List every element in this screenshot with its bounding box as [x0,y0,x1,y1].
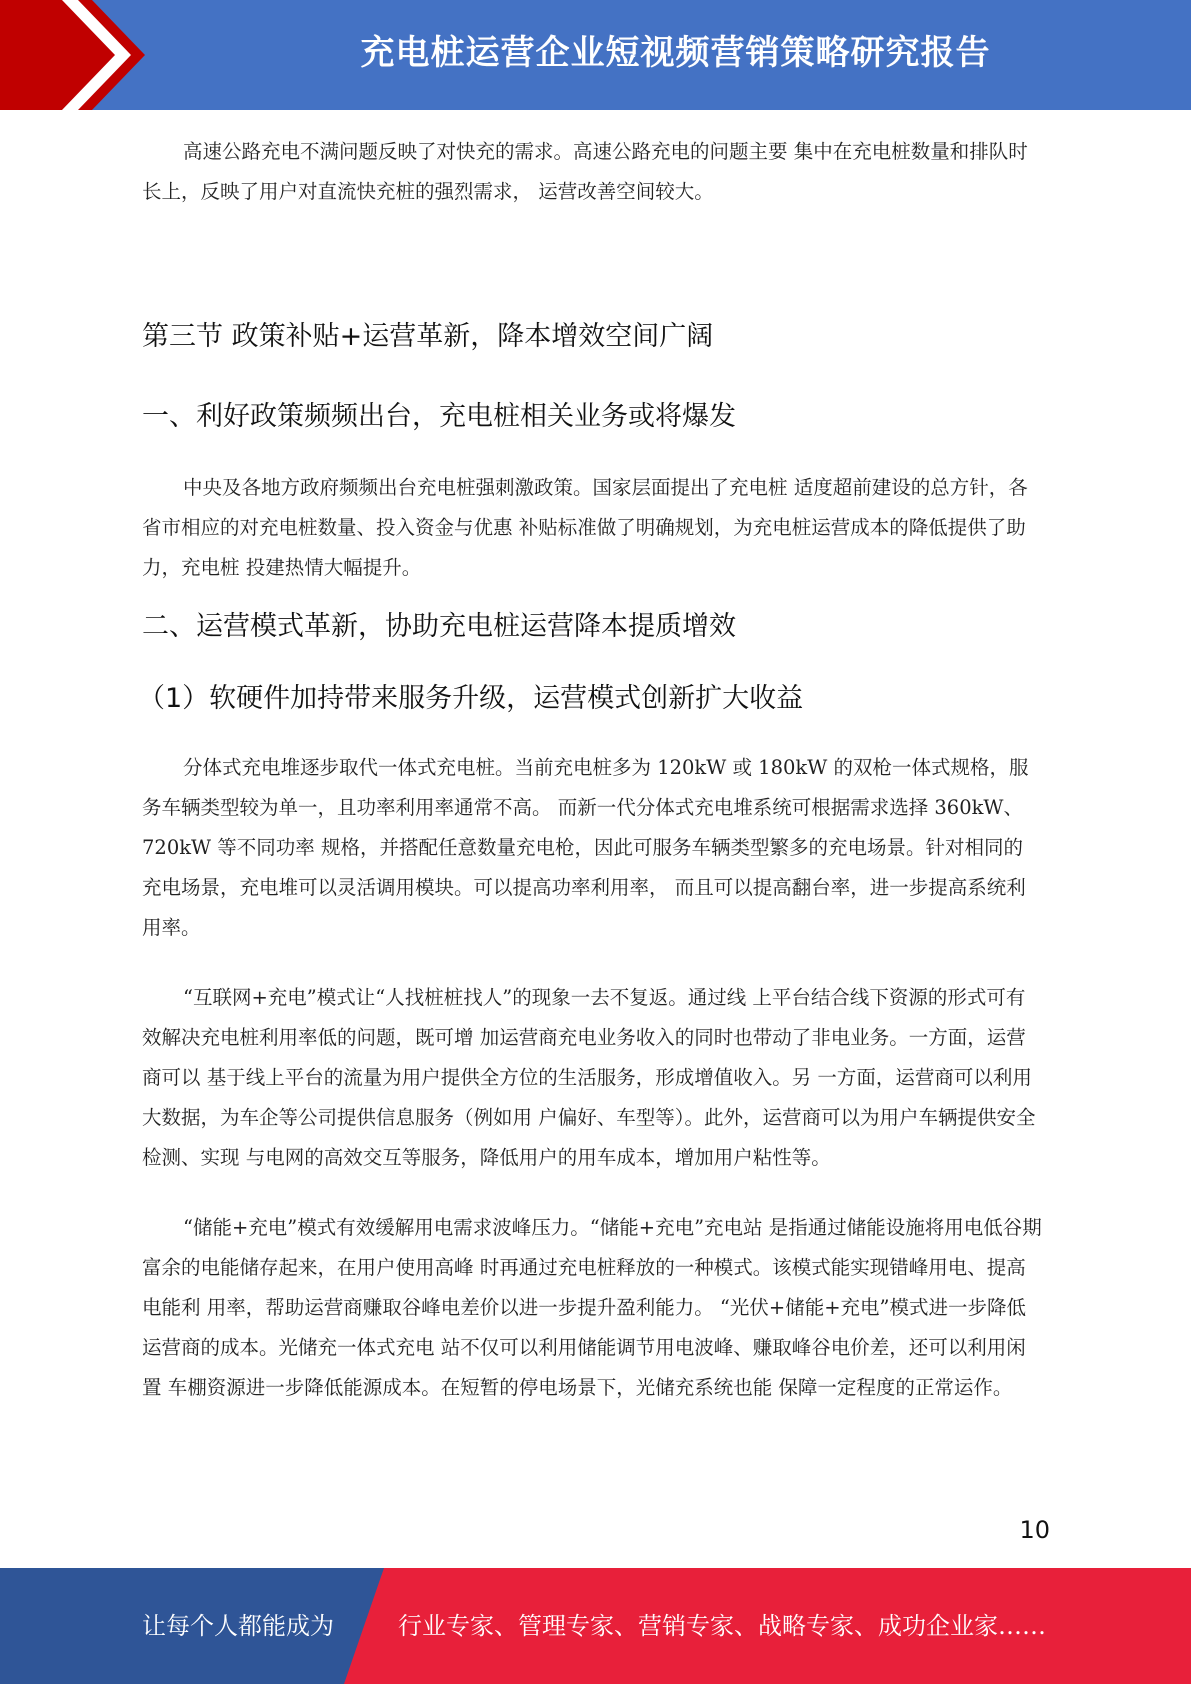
page-footer [0,1568,1191,1684]
header-arrow-decoration [0,0,160,110]
paragraph-policy: 中央及各地方政府频频出台充电桩强刺激政策。国家层面提出了充电桩 适度超前建设的总方针，各省市相应的对充电桩数量、投入资金与优惠 补贴标准做了明确规划，为充电桩运营成本的降低提供了助力，充电桩 投建热情大幅提升。 [142,476,1028,579]
footer-slogan-left: 让每个人都能成为 [142,1612,334,1640]
page-header [0,0,1191,110]
paragraph-storage-charging: “储能+充电”模式有效缓解用电需求波峰压力。“储能+充电”充电站 是指通过储能设施将用电低谷期富余的电能储存起来，在用户使用高峰 时再通过充电桩释放的一种模式。该模式能实现错峰用电、提高电能利 用率，帮助运营商赚取谷峰电差价以进一步提升盈利能力。 “光伏+储能+充电”模式进一步降低运营商的成本。光储充一体式充电 站不仅可以利用储能调节用电波峰、赚取峰谷电价差，还可以利用闲置 车棚资源进一步降低能源成本。在短暂的停电场景下，光储充系统也能 保障一定程度的正常运作。 [142,1216,1042,1399]
heading-operation-model: 二、运营模式革新，协助充电桩运营降本提质增效 [142,611,736,642]
subheading-service-upgrade: （1）软硬件加持带来服务升级，运营模式创新扩大收益 [138,683,804,714]
report-title: 充电桩运营企业短视频营销策略研究报告 [360,33,991,73]
page-number: 10 [1019,1516,1050,1544]
paragraph-split-charging-pile: 分体式充电堆逐步取代一体式充电桩。当前充电桩多为 120kW 或 180kW 的双枪一体式规格，服务车辆类型较为单一，且功率利用率通常不高。 而新一代分体式充电堆系统可根据需求选择 360kW、720kW 等不同功率 规格，并搭配任意数量充电枪，因此可服务车辆类型繁多的充电场景。针对相同的充电场景，充电堆可以灵活调用模块。可以提高功率利用率， 而且可以提高翻台率，进一步提高系统利用率。 [142,756,1029,939]
paragraph-internet-charging: “互联网+充电”模式让“人找桩桩找人”的现象一去不复返。通过线 上平台结合线下资源的形式可有效解决充电桩利用率低的问题，既可增 加运营商充电业务收入的同时也带动了非电业务。一方面，运营商可以 基于线上平台的流量为用户提供全方位的生活服务，形成增值收入。另 一方面，运营商可以利用大数据，为车企等公司提供信息服务（例如用 户偏好、车型等）。此外，运营商可以为用户车辆提供安全检测、实现 与电网的高效交互等服务，降低用户的用车成本，增加用户粘性等。 [142,986,1036,1169]
paragraph-highway-charging: 高速公路充电不满问题反映了对快充的需求。高速公路充电的问题主要 集中在充电桩数量和排队时长上，反映了用户对直流快充桩的强烈需求， 运营改善空间较大。 [142,140,1028,203]
section-title: 第三节 政策补贴+运营革新，降本增效空间广阔 [142,321,714,352]
heading-policy: 一、利好政策频频出台，充电桩相关业务或将爆发 [142,401,736,432]
page-content [138,132,1042,1408]
footer-slogan-right: 行业专家、管理专家、营销专家、战略专家、成功企业家…… [398,1612,1046,1640]
